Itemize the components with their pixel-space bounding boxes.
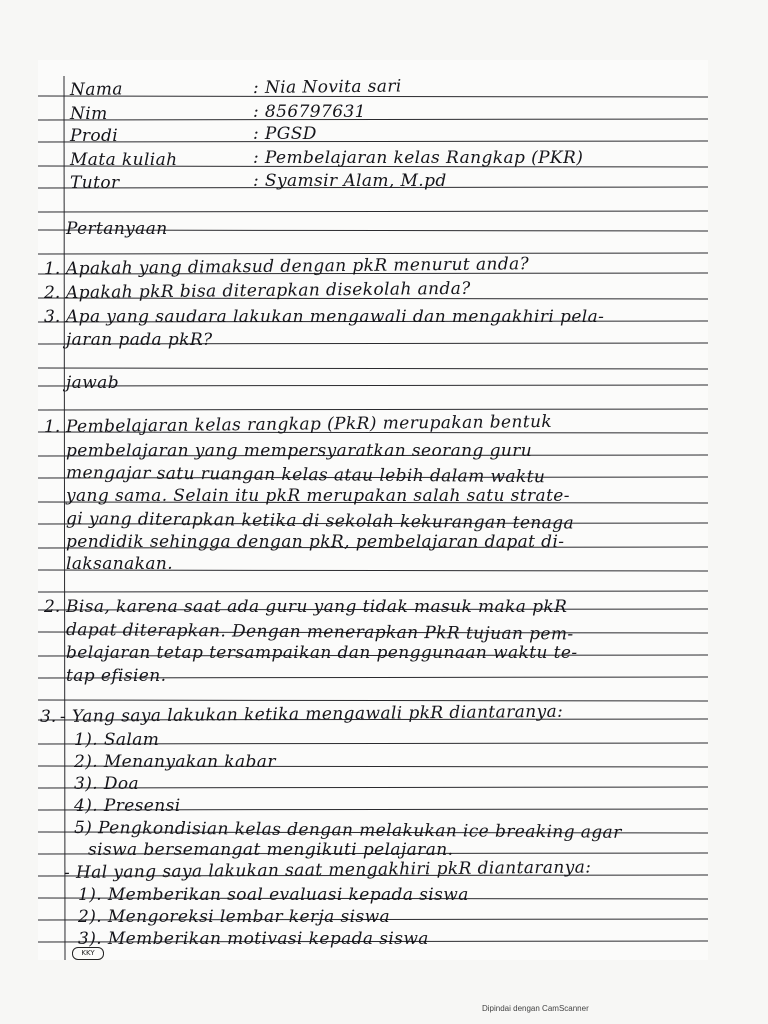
jawab-heading: jawab <box>66 373 119 393</box>
answer-line: belajaran tetap tersampaikan dan penggunaan waktu te- <box>66 643 578 663</box>
answer-number: 3. <box>40 707 57 727</box>
ruled-line <box>38 368 708 369</box>
ruled-paper-sheet <box>38 60 708 960</box>
answer-line: - Yang saya lakukan ketika mengawali pkR diantaranya: <box>59 701 564 727</box>
tutor-value: : Syamsir Alam, M.pd <box>253 171 447 191</box>
nim-value: : 856797631 <box>253 102 366 122</box>
nim-label: Nim <box>70 104 108 124</box>
answer-line: 2). Menanyakan kabar <box>74 752 276 772</box>
ruled-line <box>38 211 708 212</box>
question-number: 2. <box>44 283 61 303</box>
answer-line: dapat diterapkan. Dengan menerapkan PkR tujuan pem- <box>65 620 574 645</box>
answer-line: pembelajaran yang mempersyaratkan seorang guru <box>66 441 533 461</box>
ruled-line <box>38 119 708 120</box>
answer-line: 3). Doa <box>74 774 140 794</box>
answer-line: mengajar satu ruangan kelas atau lebih dalam waktu <box>65 463 546 488</box>
answer-line: 2). Mengoreksi lembar kerja siswa <box>78 907 391 927</box>
answer-line: yang sama. Selain itu pkR merupakan salah satu strate- <box>66 486 570 506</box>
question-number: 1. <box>44 259 61 279</box>
answer-line: 5) Pengkondisian kelas dengan melakukan ice breaking agar <box>73 818 622 843</box>
answer-line: - Hal yang saya lakukan saat mengakhiri pkR diantaranya: <box>63 857 592 883</box>
answer-line: tap efisien. <box>66 666 167 686</box>
question-number: 3. <box>44 307 61 327</box>
ruled-line <box>38 409 708 410</box>
pertanyaan-heading: Pertanyaan <box>66 219 168 239</box>
ruled-line <box>38 253 708 254</box>
nama-label: Nama <box>69 79 123 100</box>
tutor-label: Tutor <box>70 173 120 193</box>
question-text: jaran pada pkR? <box>66 330 213 350</box>
answer-line: siswa bersemangat mengikuti pelajaran. <box>88 840 454 860</box>
ruled-line <box>38 385 708 386</box>
matkul-value: : Pembelajaran kelas Rangkap (PKR) <box>253 148 584 168</box>
answer-line: Bisa, karena saat ada guru yang tidak masuk maka pkR <box>66 597 568 617</box>
ruled-line <box>38 591 708 592</box>
answer-line: laksanakan. <box>66 554 174 574</box>
prodi-label: Prodi <box>70 126 119 146</box>
margin-line <box>64 76 65 960</box>
answer-line: 3). Memberikan motivasi kepada siswa <box>78 929 429 949</box>
question-text: Apa yang saudara lakukan mengawali dan mengakhiri pela- <box>66 307 605 327</box>
question-text: Apakah pkR bisa diterapkan disekolah anda? <box>65 278 471 303</box>
ruled-line <box>38 141 708 142</box>
answer-number: 1. <box>44 417 61 437</box>
answer-number: 2. <box>44 597 61 617</box>
answer-line: 1). Memberikan soal evaluasi kepada siswa <box>78 885 469 905</box>
question-text: Apakah yang dimaksud dengan pkR menurut anda? <box>65 254 530 279</box>
answer-line: pendidik sehingga dengan pkR, pembelajaran dapat di- <box>66 532 565 552</box>
prodi-value: : PGSD <box>253 124 317 144</box>
answer-line: gi yang diterapkan ketika di sekolah kekurangan tenaga <box>65 509 575 534</box>
matkul-label: Mata kuliah <box>70 150 178 170</box>
answer-line: 1). Salam <box>74 730 160 750</box>
nama-value: : Nia Novita sari <box>252 76 402 98</box>
answer-line: Pembelajaran kelas rangkap (PkR) merupakan bentuk <box>65 411 553 437</box>
ruled-line <box>38 700 708 701</box>
kky-stamp: KKY <box>72 947 104 960</box>
answer-line: 4). Presensi <box>74 796 181 816</box>
camscanner-footer: Dipindai dengan CamScanner <box>482 1004 589 1013</box>
